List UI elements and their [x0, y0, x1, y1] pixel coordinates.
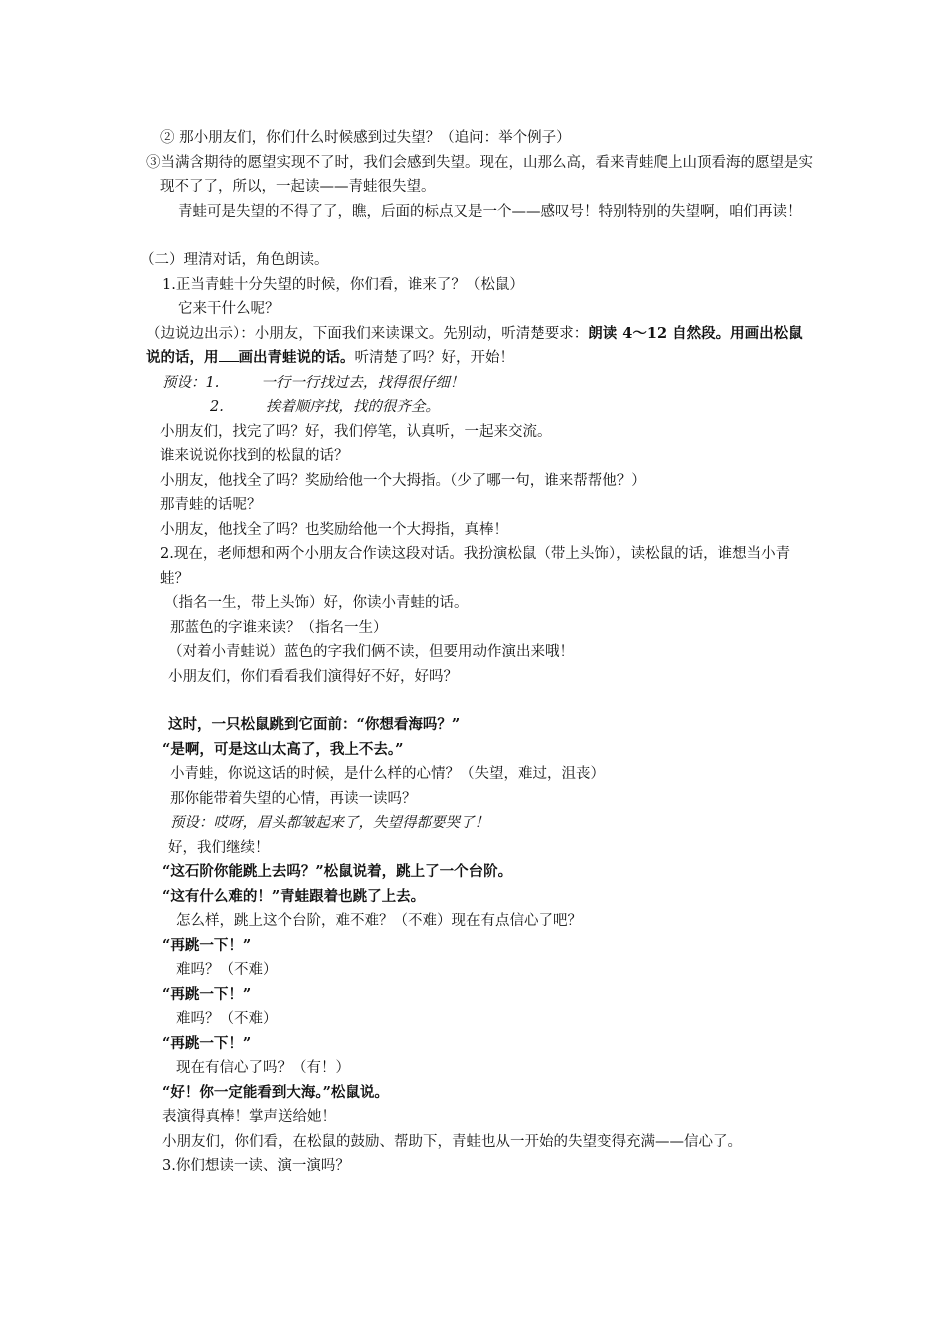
dialogue-jump-2: “再跳一下！”: [162, 985, 252, 1003]
line-read-again: 那你能带着失望的心情，再读一读吗？: [170, 790, 417, 807]
line-preset-1: 预设：1. 一行一行找过去，找得很仔细！: [162, 374, 465, 391]
dialogue-jump-3: “再跳一下！”: [162, 1034, 252, 1052]
line-reading-instruction: （边说边出示）：小朋友，下面我们来读课文。先别动，听清楚要求：朗读 4～12 自然段。用画出松鼠说的话，用 画出青蛙说的话。听清楚了吗？好，开始！: [146, 324, 803, 366]
dialogue-squirrel-2: “这石阶你能跳上去吗？”松鼠说着，跳上了一个台阶。: [162, 863, 513, 880]
line-blue-text: 那蓝色的字谁来读？（指名一生）: [170, 619, 388, 636]
dialogue-jump-1: “再跳一下！”: [162, 936, 252, 954]
blank-underline: [219, 347, 239, 362]
line-continue: 好，我们继续！: [168, 839, 270, 856]
line-confidence: 现在有信心了吗？（有！）: [176, 1060, 350, 1076]
line-encouragement: 小朋友们，你们看，在松鼠的鼓励、帮助下，青蛙也从一开始的失望变得充满——信心了。: [162, 1133, 742, 1150]
line-watch-us: 小朋友们，你们看看我们演得好不好，好吗？: [168, 668, 458, 685]
line-preset-3: 预设：哎呀，眉头都皱起来了，失望得都要哭了！: [170, 815, 489, 831]
line-role-play: 2.现在，老师想和两个小朋友合作读这段对话。我扮演松鼠（带上头饰），读松鼠的话，谁想当小青蛙？: [160, 546, 791, 587]
section-heading-dialogue: （二）理清对话，角色朗读。: [140, 252, 329, 268]
line-mood-question: 小青蛙，你说这话的时候，是什么样的心情？（失望，难过，沮丧）: [170, 766, 605, 782]
line-squirrel-words: 谁来说说你找到的松鼠的话？: [160, 448, 349, 464]
dialogue-frog-1: “是啊，可是这山太高了，我上不去。”: [162, 740, 404, 758]
spacer: [146, 224, 816, 248]
lesson-plan-text: [140, 126, 816, 1179]
line-difficult-3: 难吗？（不难）: [176, 1011, 278, 1027]
line-finished: 小朋友们，找完了吗？好，我们停笔，认真听，一起来交流。: [160, 423, 552, 440]
spacer: [146, 689, 816, 713]
line-very-disappointed: 青蛙可是失望的不得了了，瞧，后面的标点又是一个——感叹号！特别特别的失望啊，咱们再读！: [178, 203, 802, 220]
line-squirrel-comes: 1.正当青蛙十分失望的时候，你们看，谁来了？（松鼠）: [162, 276, 524, 293]
line-read-and-act: 3.你们想读一读、演一演吗？: [162, 1158, 350, 1174]
line-thumbs-up-2: 小朋友，他找全了吗？也奖励给他一个大拇指，真棒！: [160, 521, 508, 538]
dialogue-frog-2: “这有什么难的！”青蛙跟着也跳了上去。: [162, 887, 426, 905]
line-wish-unfulfilled: ③当满含期待的愿望实现不了时，我们会感到失望。现在，山那么高，看来青蛙爬上山顶看海的愿望是实现不了了，所以，一起读——青蛙很失望。: [146, 154, 813, 195]
line-preset-2: 2. 挨着顺序找，找的很齐全。: [210, 399, 440, 415]
dialogue-squirrel-3: “好！你一定能看到大海。”松鼠说。: [162, 1083, 389, 1101]
line-what-for: 它来干什么呢？: [178, 301, 280, 317]
line-thumbs-up-1: 小朋友，他找全了吗？奖励给他一个大拇指。（少了哪一句，谁来帮帮他？）: [160, 472, 646, 489]
line-act-out: （对着小青蛙说）蓝色的字我们俩不读，但要用动作演出来哦！: [168, 644, 574, 660]
line-difficult-2: 难吗？（不难）: [176, 962, 278, 978]
line-question-disappointment: ② 那小朋友们，你们什么时候感到过失望？（追问：举个例子）: [160, 130, 571, 146]
line-frog-words: 那青蛙的话呢？: [160, 497, 262, 513]
line-applause: 表演得真棒！掌声送给她！: [162, 1109, 336, 1125]
line-choose-student: （指名一生，带上头饰）好，你读小青蛙的话。: [164, 595, 469, 611]
line-difficult-1: 怎么样，跳上这个台阶，难不难？（不难）现在有点信心了吧？: [176, 913, 582, 929]
dialogue-squirrel-1: 这时，一只松鼠跳到它面前：“你想看海吗？”: [168, 716, 461, 733]
